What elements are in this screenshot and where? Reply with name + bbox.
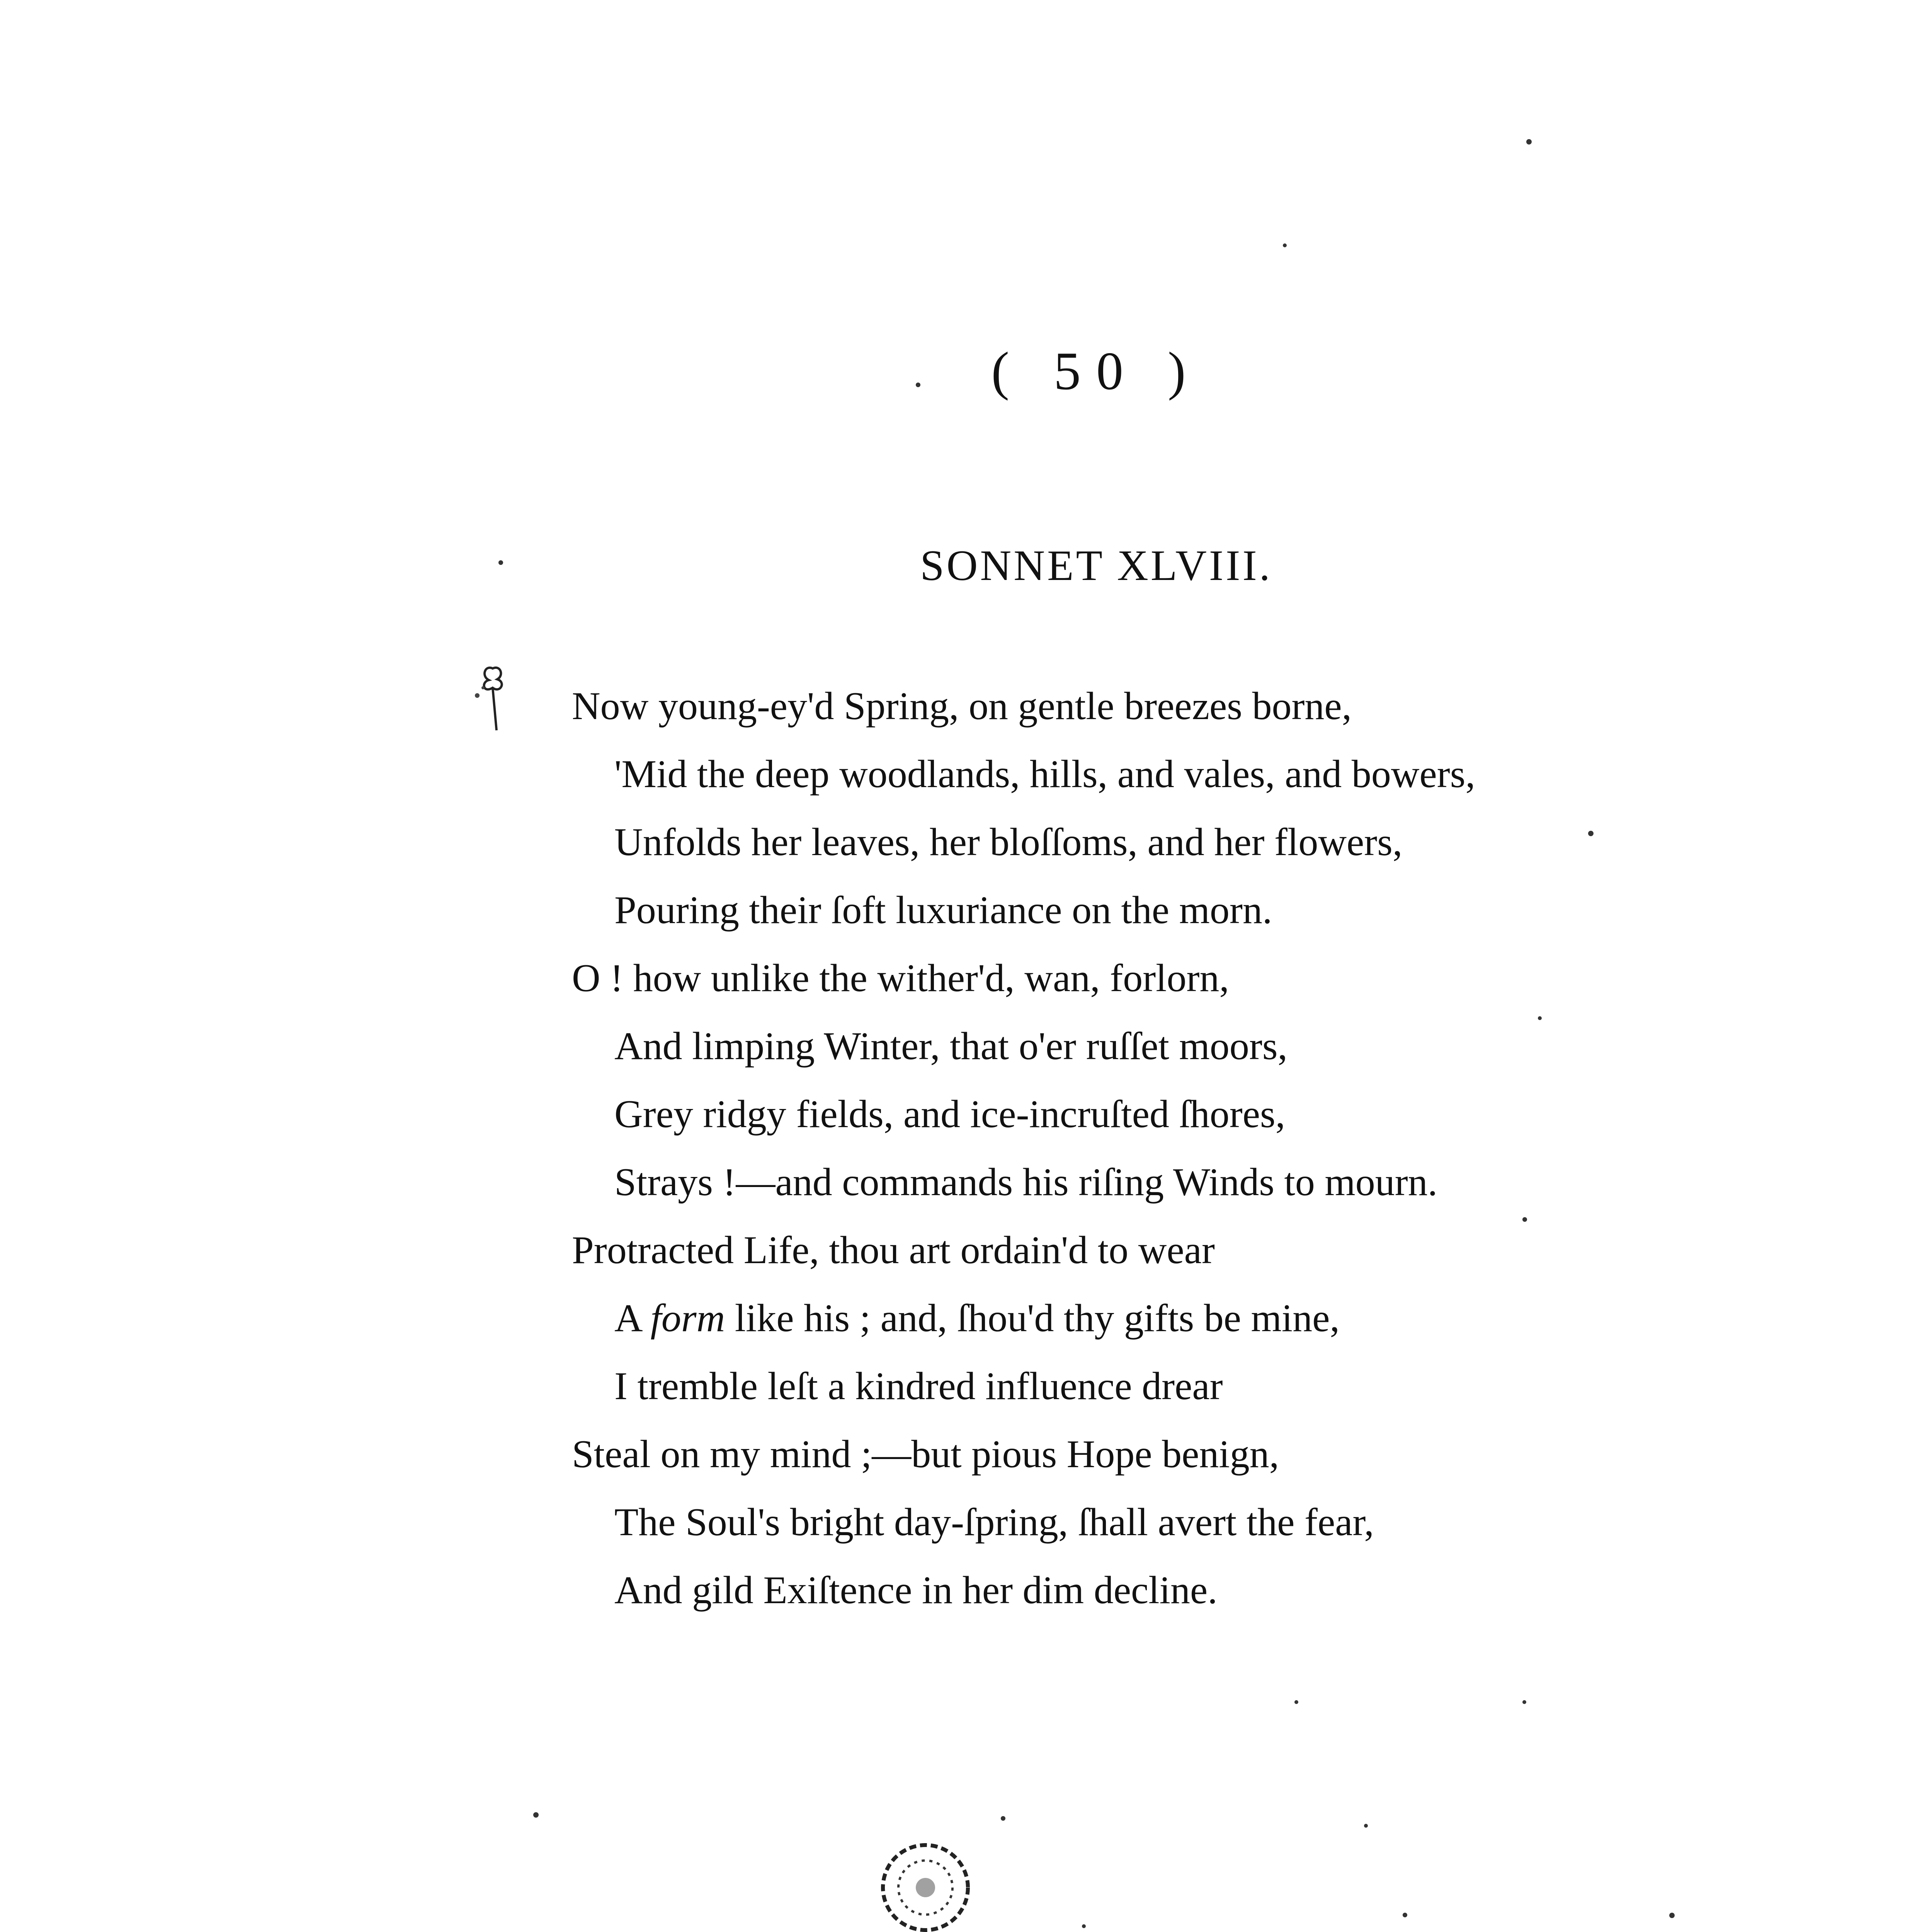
poem-line: And gild Exiſtence in her dim decline. xyxy=(614,1568,1218,1612)
speck xyxy=(1522,1217,1527,1222)
speck xyxy=(533,1812,539,1818)
poem-line: And limping Winter, that o'er ruſſet moors, xyxy=(614,1024,1288,1068)
poem-line: The Soul's bright day-ſpring, ſhall avert the fear, xyxy=(614,1500,1374,1544)
poem-line: Pouring their ſoft luxuriance on the morn. xyxy=(614,888,1272,932)
speck xyxy=(1283,243,1287,247)
poem-line: Protracted Life, thou art ordain'd to wear xyxy=(572,1228,1215,1272)
poem-line: Steal on my mind ;—but pious Hope benign, xyxy=(572,1432,1279,1476)
speck xyxy=(916,383,920,387)
speck xyxy=(1669,1913,1675,1918)
speck xyxy=(1294,1700,1298,1704)
poem-line: A form like his ; and, ſhou'd thy gifts be mine, xyxy=(614,1296,1340,1340)
speck xyxy=(1538,1016,1542,1020)
library-stamp-icon xyxy=(873,1835,978,1932)
speck xyxy=(1522,1700,1526,1704)
speck xyxy=(1364,1824,1368,1828)
speck xyxy=(498,560,503,565)
speck xyxy=(1526,139,1532,145)
poem-line: Unfolds her leaves, her bloſſoms, and her flowers, xyxy=(614,820,1403,864)
poem-line: O ! how unlike the wither'd, wan, forlorn, xyxy=(572,956,1229,1000)
speck xyxy=(1588,831,1594,836)
flower-ornament-icon xyxy=(469,661,516,734)
speck xyxy=(1403,1913,1407,1917)
poem-line: I tremble leſt a kindred influence drear xyxy=(614,1364,1223,1408)
poem-line: Strays !—and commands his riſing Winds to mourn. xyxy=(614,1160,1438,1204)
speck xyxy=(1001,1816,1005,1821)
sonnet-title: SONNET XLVIII. xyxy=(920,542,1272,590)
poem-line: Now young-ey'd Spring, on gentle breezes borne, xyxy=(572,684,1352,728)
page-number: ( 50 ) xyxy=(991,341,1201,401)
poem-line: Grey ridgy fields, and ice-incruſted ſhores, xyxy=(614,1092,1286,1136)
sonnet-text xyxy=(572,672,1731,1624)
poem-line: 'Mid the deep woodlands, hills, and vales, and bowers, xyxy=(614,752,1475,796)
speck xyxy=(1082,1924,1086,1928)
